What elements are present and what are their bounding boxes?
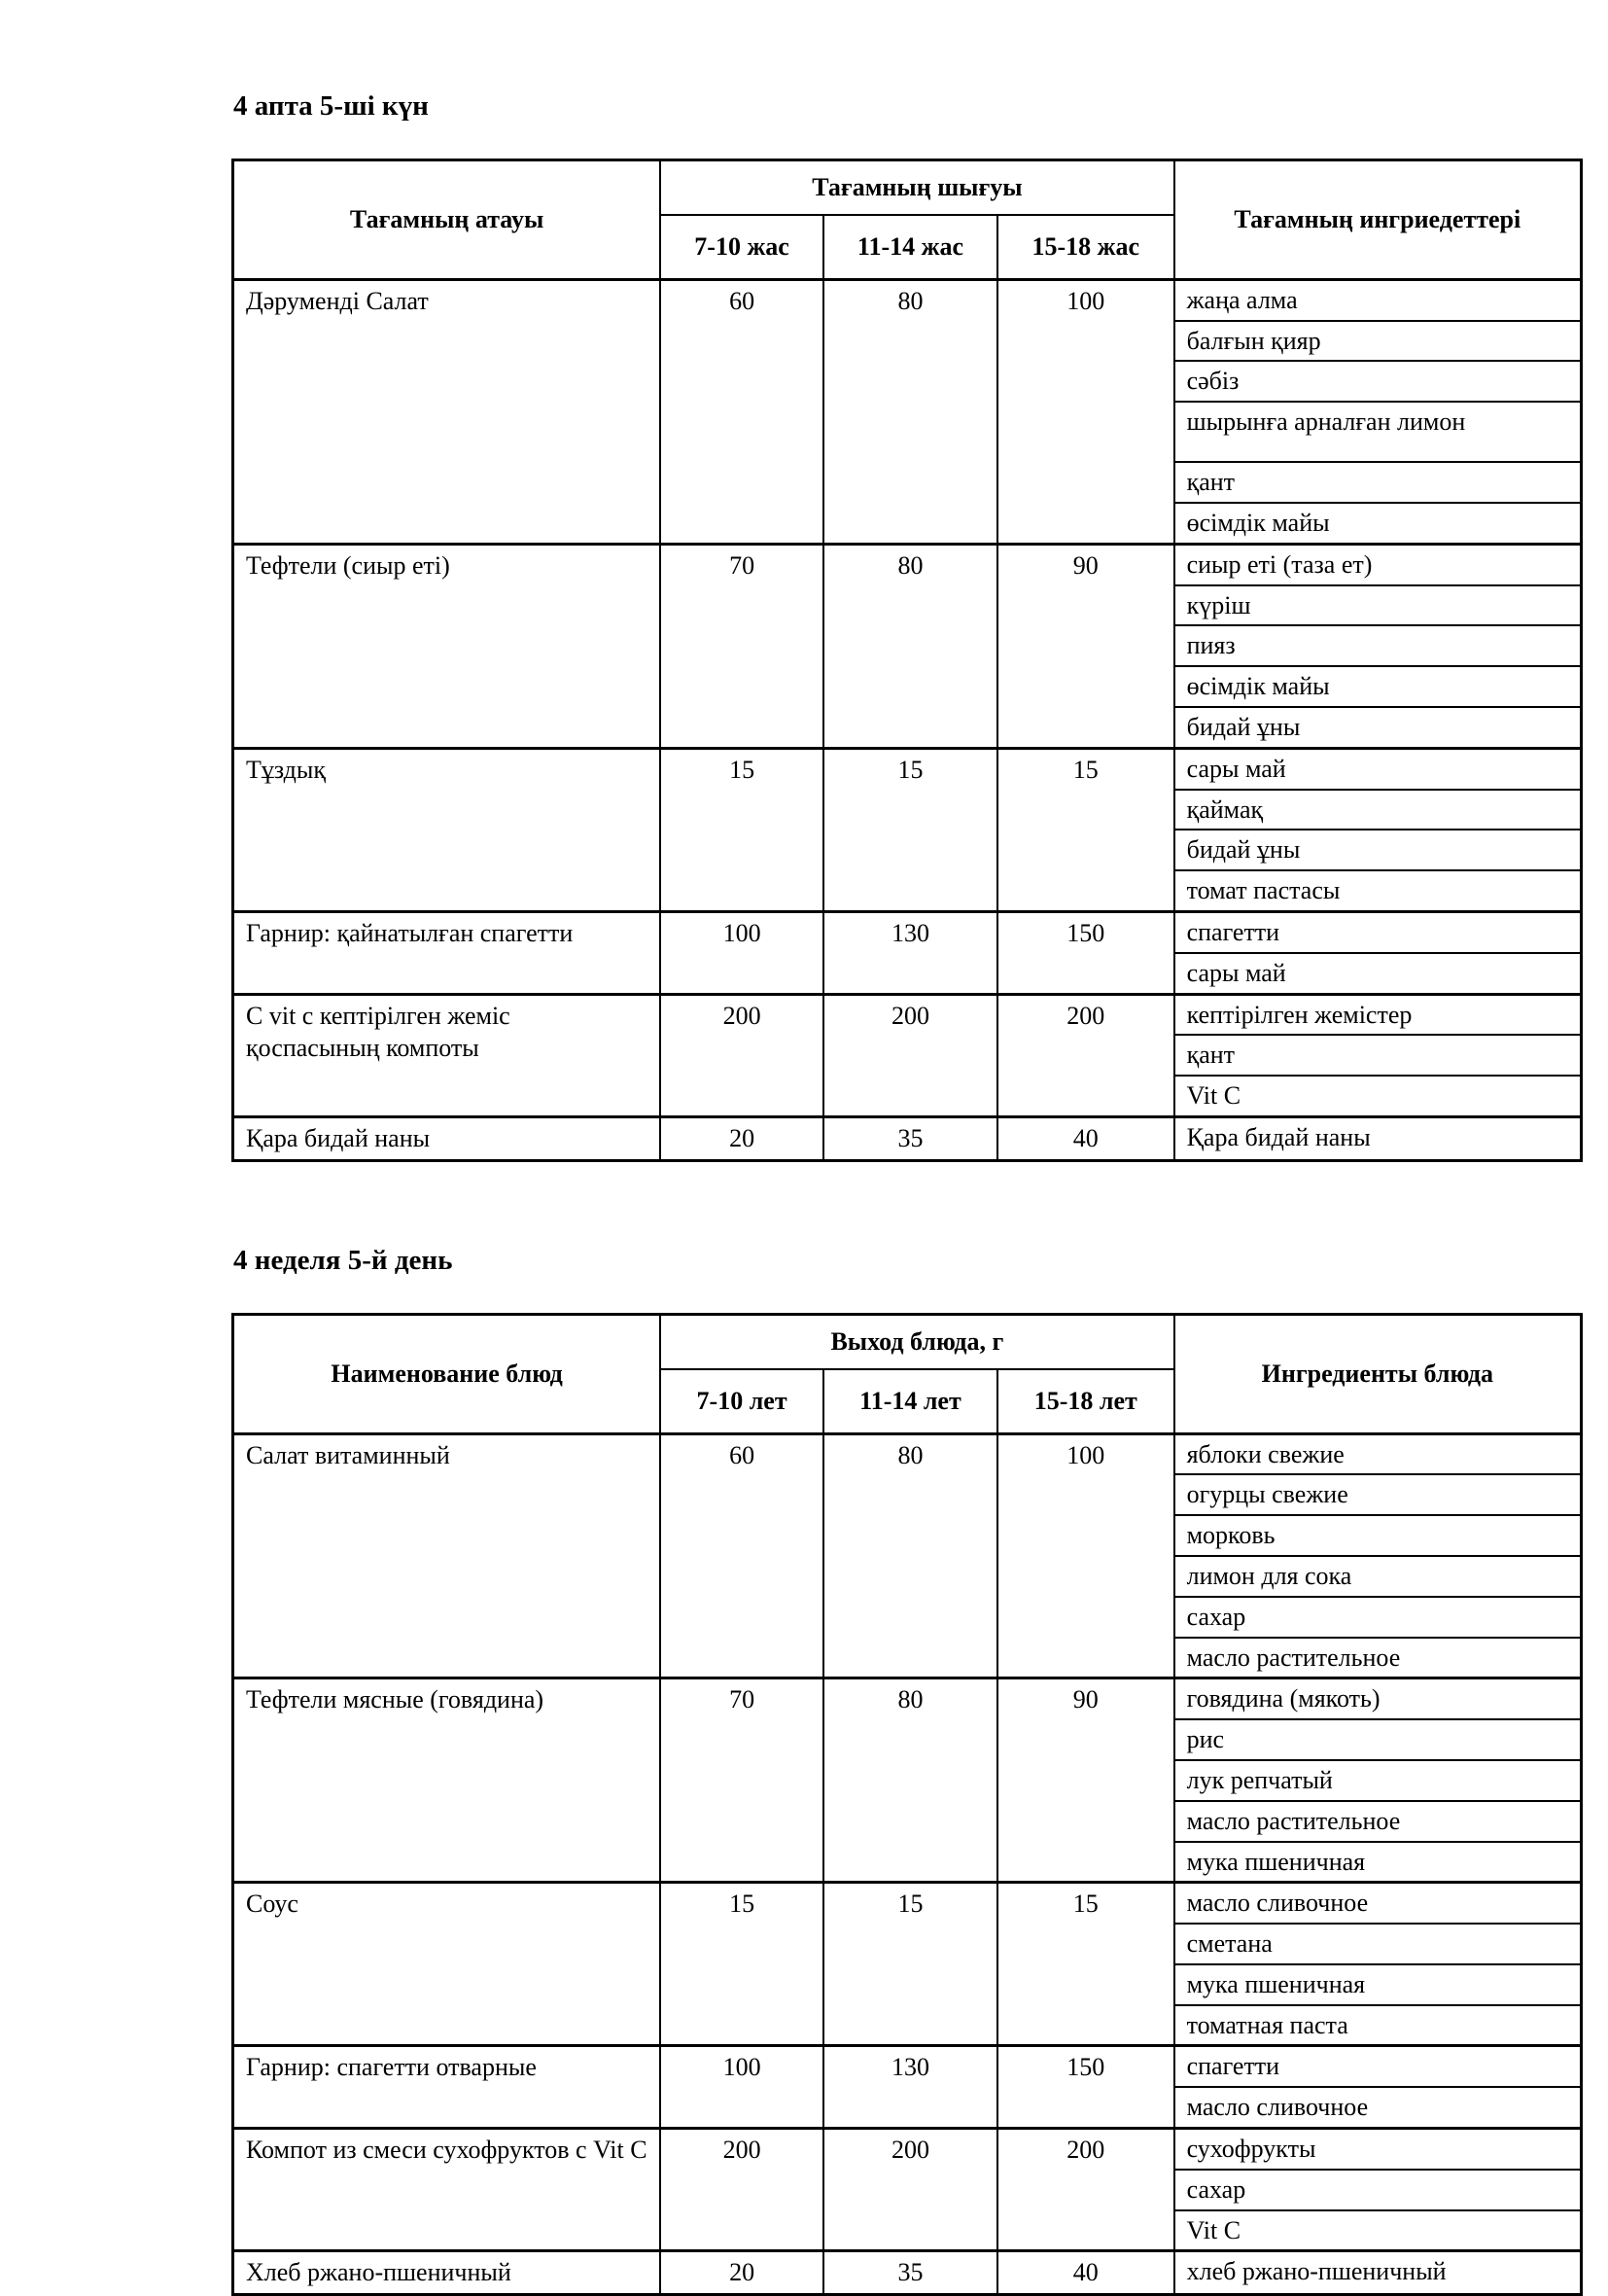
portion-value-cell: 15 [660,1883,823,2046]
dish-name-header: Тағамның атауы [233,159,661,279]
portion-value-cell: 80 [823,544,997,748]
portion-value-cell: 130 [823,911,997,994]
dish-name-cell: Қара бидай наны [233,1116,661,1160]
ingredient-cell: спагетти [1174,911,1582,952]
ingredient-cell: томатная паста [1174,2005,1582,2046]
ingredients-header: Ингредиенты блюда [1174,1314,1582,1433]
ingredient-cell: қант [1174,1035,1582,1076]
menu-section-russian [231,1244,1583,2296]
ingredient-cell: пияз [1174,625,1582,666]
ingredient-cell: сахар [1174,1597,1582,1638]
portion-value-cell: 100 [997,1433,1174,1678]
table-body [233,279,1582,1160]
portion-value-cell: 100 [660,2046,823,2129]
section-heading: 4 неделя 5-й день [233,1244,453,1276]
table-header [233,159,1582,279]
portion-value-cell: 70 [660,544,823,748]
dish-row [233,911,1582,952]
age-group-header: 15-18 жас [997,215,1174,279]
ingredient-cell: бидай ұны [1174,707,1582,748]
portion-value-cell: 15 [997,1883,1174,2046]
ingredient-cell: өсімдік майы [1174,666,1582,707]
ingredient-cell: морковь [1174,1515,1582,1556]
menu-table-russian [231,1313,1583,2296]
portion-value-cell: 80 [823,279,997,544]
ingredient-cell: күріш [1174,585,1582,626]
section-heading: 4 апта 5-ші күн [233,90,429,122]
header-row-top [233,159,1582,215]
portion-value-cell: 15 [997,748,1174,911]
ingredient-cell: кептірілген жемістер [1174,994,1582,1035]
age-group-header: 15-18 лет [997,1369,1174,1433]
dish-row [233,544,1582,584]
portion-value-cell: 200 [660,994,823,1116]
ingredient-cell: лук репчатый [1174,1760,1582,1801]
dish-name-cell: Тефтели мясные (говядина) [233,1678,661,1883]
portion-value-cell: 90 [997,544,1174,748]
ingredient-cell: говядина (мякоть) [1174,1678,1582,1719]
ingredient-cell: масло сливочное [1174,2087,1582,2128]
ingredient-cell: сары май [1174,953,1582,994]
dish-row [233,748,1582,789]
ingredient-cell: қант [1174,462,1582,503]
ingredient-cell: лимон для сока [1174,1556,1582,1597]
portion-value-cell: 70 [660,1678,823,1883]
ingredient-cell: Vit C [1174,1076,1582,1116]
ingredient-cell: масло сливочное [1174,1883,1582,1924]
dish-row [233,1116,1582,1160]
portion-value-cell: 20 [660,1116,823,1160]
portion-value-cell: 130 [823,2046,997,2129]
portion-value-cell: 100 [997,279,1174,544]
dish-row [233,1883,1582,1924]
portion-value-cell: 200 [823,2129,997,2251]
portion-value-cell: 60 [660,1433,823,1678]
portion-value-cell: 150 [997,2046,1174,2129]
ingredient-cell: масло растительное [1174,1638,1582,1678]
dish-name-cell: Соус [233,1883,661,2046]
portion-value-cell: 40 [997,2251,1174,2295]
portion-value-cell: 15 [660,748,823,911]
ingredient-cell: өсімдік майы [1174,503,1582,544]
portion-value-cell: 15 [823,748,997,911]
dish-row [233,2251,1582,2295]
portion-value-cell: 200 [660,2129,823,2251]
ingredient-cell: сиыр еті (таза ет) [1174,544,1582,584]
dish-row [233,1433,1582,1474]
ingredient-cell: сахар [1174,2170,1582,2210]
dish-name-cell: Дәруменді Салат [233,279,661,544]
ingredient-cell: рис [1174,1719,1582,1760]
portion-value-cell: 90 [997,1678,1174,1883]
age-group-header: 7-10 лет [660,1369,823,1433]
dish-row [233,2046,1582,2087]
ingredient-cell: спагетти [1174,2046,1582,2087]
ingredient-cell: яблоки свежие [1174,1433,1582,1474]
dish-name-cell: Тефтели (сиыр еті) [233,544,661,748]
dish-name-cell: С vit с кептірілген жеміс қоспасының компоты [233,994,661,1116]
ingredient-cell: балғын қияр [1174,321,1582,362]
dish-name-header: Наименование блюд [233,1314,661,1433]
dish-row [233,2129,1582,2170]
ingredient-cell: қаймақ [1174,790,1582,830]
ingredient-cell: томат пастасы [1174,870,1582,911]
portion-value-cell: 35 [823,1116,997,1160]
dish-name-cell: Гарнир: қайнатылған спагетти [233,911,661,994]
dish-name-cell: Хлеб ржано-пшеничный [233,2251,661,2295]
header-row-top [233,1314,1582,1369]
ingredient-cell: жаңа алма [1174,279,1582,320]
portion-value-cell: 60 [660,279,823,544]
ingredient-cell: огурцы свежие [1174,1474,1582,1515]
ingredients-header: Тағамның ингриедеттері [1174,159,1582,279]
output-header: Выход блюда, г [660,1314,1173,1369]
ingredient-cell: мука пшеничная [1174,1842,1582,1883]
ingredient-cell: бидай ұны [1174,830,1582,870]
ingredient-cell: Қара бидай наны [1174,1116,1582,1160]
ingredient-cell: сухофрукты [1174,2129,1582,2170]
table-body [233,1433,1582,2295]
ingredient-cell: хлеб ржано-пшеничный [1174,2251,1582,2295]
age-group-header: 11-14 лет [823,1369,997,1433]
portion-value-cell: 35 [823,2251,997,2295]
dish-row [233,994,1582,1035]
dish-name-cell: Компот из смеси сухофруктов с Vit C [233,2129,661,2251]
ingredient-cell: сәбіз [1174,361,1582,402]
ingredient-cell: сары май [1174,748,1582,789]
portion-value-cell: 200 [997,2129,1174,2251]
portion-value-cell: 100 [660,911,823,994]
dish-row [233,279,1582,320]
menu-section-kazakh [231,89,1583,1162]
portion-value-cell: 150 [997,911,1174,994]
portion-value-cell: 200 [997,994,1174,1116]
age-group-header: 7-10 жас [660,215,823,279]
dish-name-cell: Салат витаминный [233,1433,661,1678]
portion-value-cell: 80 [823,1433,997,1678]
portion-value-cell: 20 [660,2251,823,2295]
age-group-header: 11-14 жас [823,215,997,279]
portion-value-cell: 40 [997,1116,1174,1160]
dish-row [233,1678,1582,1719]
dish-name-cell: Гарнир: спагетти отварные [233,2046,661,2129]
table-header [233,1314,1582,1433]
portion-value-cell: 15 [823,1883,997,2046]
output-header: Тағамның шығуы [660,159,1173,215]
dish-name-cell: Тұздық [233,748,661,911]
portion-value-cell: 200 [823,994,997,1116]
portion-value-cell: 80 [823,1678,997,1883]
ingredient-cell: масло растительное [1174,1801,1582,1842]
menu-table-kazakh [231,159,1583,1162]
ingredient-cell: мука пшеничная [1174,1964,1582,2005]
ingredient-cell: сметана [1174,1924,1582,1964]
ingredient-cell: Vit C [1174,2210,1582,2251]
ingredient-cell: шырынға арналған лимон [1174,402,1582,462]
